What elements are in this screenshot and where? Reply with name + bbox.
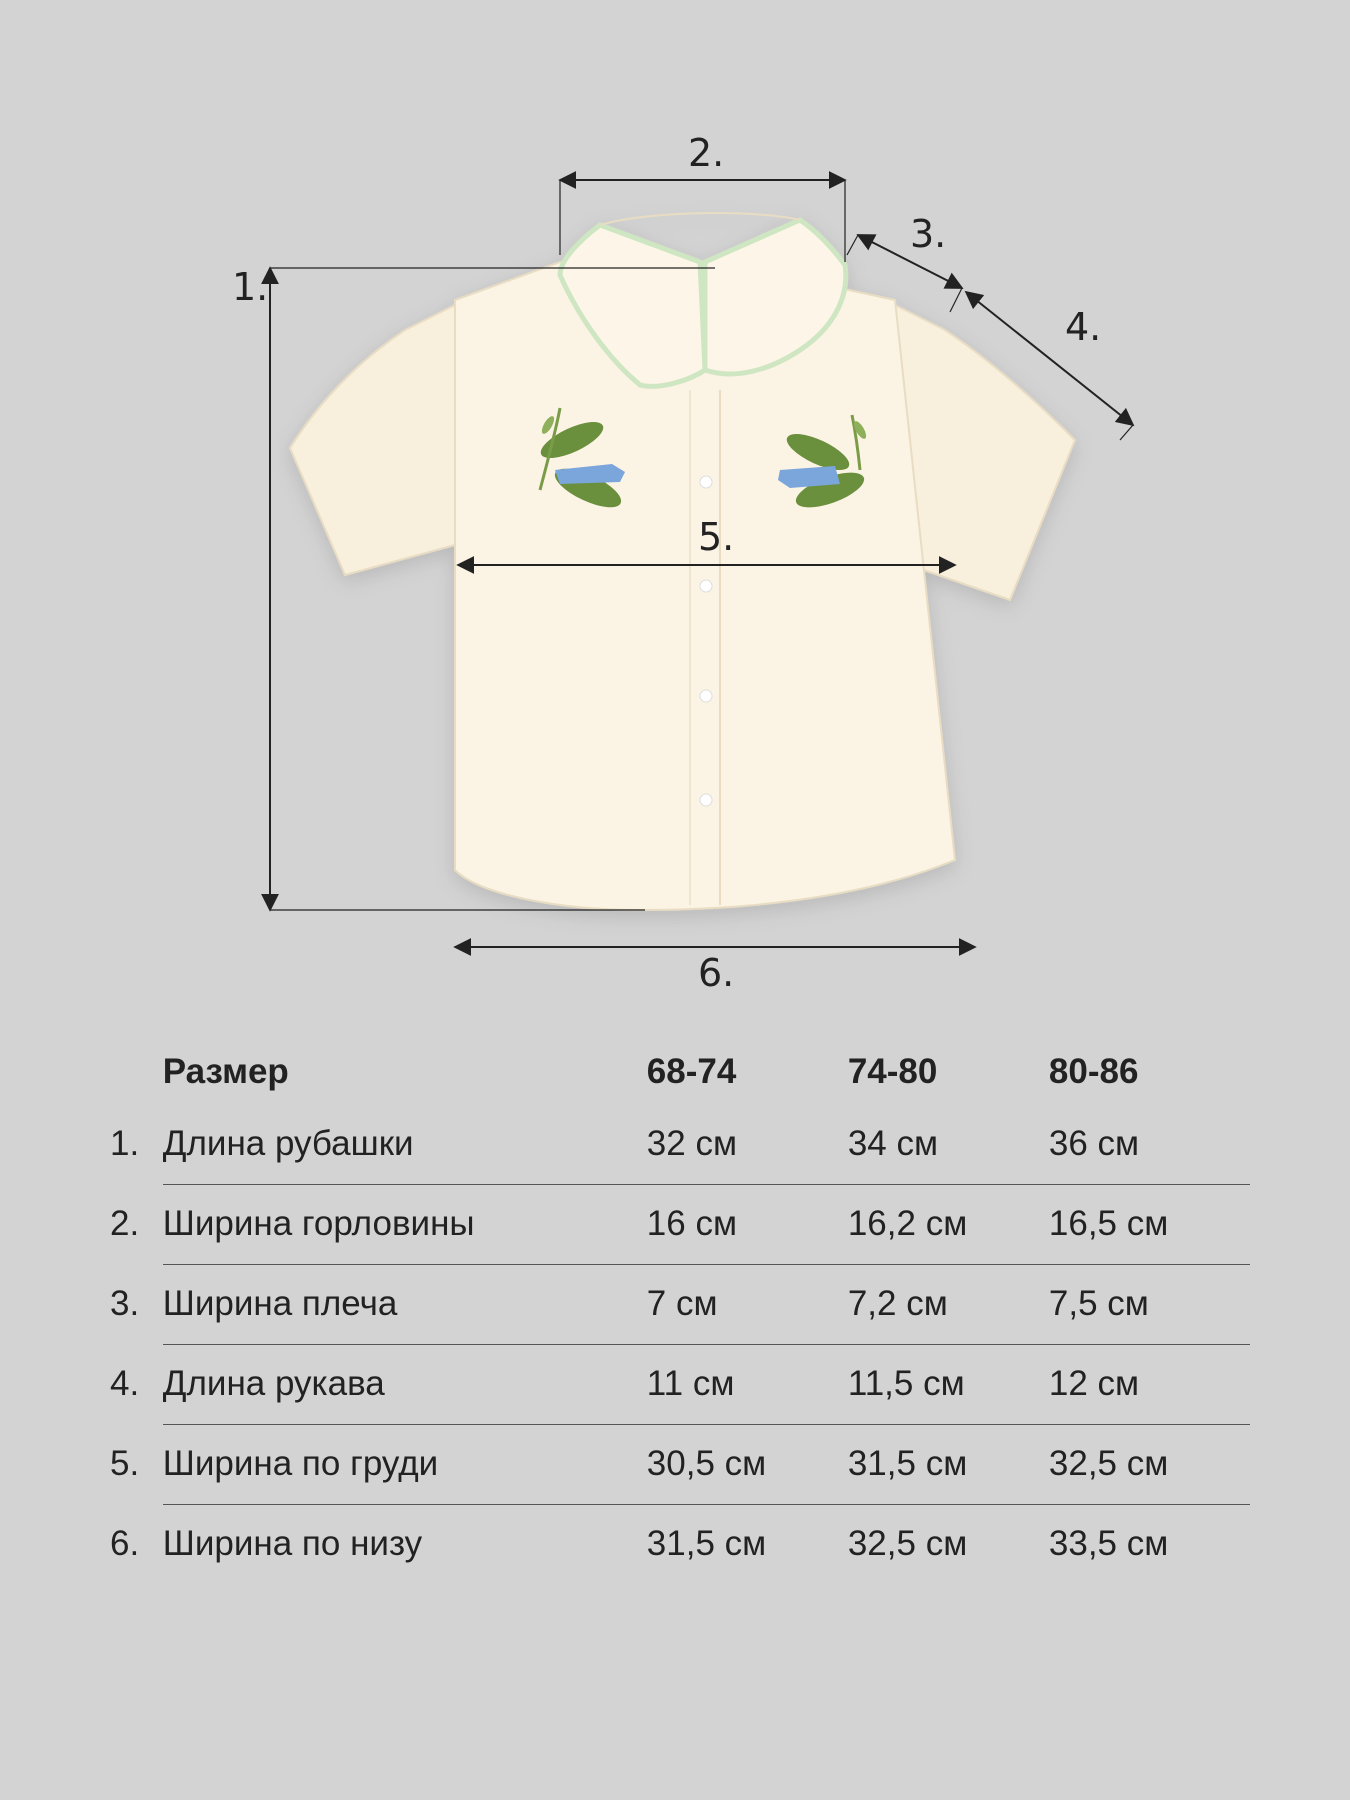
size-header-68-74: 68-74 — [646, 1052, 737, 1091]
row-number: 5. — [110, 1444, 140, 1483]
row-value: 31,5 см — [647, 1504, 848, 1584]
row-value: 31,5 см — [848, 1424, 1049, 1504]
left-sleeve — [290, 305, 455, 575]
row-name: Длина рубашки — [162, 1123, 414, 1163]
label-chest-width: 5. — [698, 515, 735, 559]
table-row — [110, 1104, 1250, 1184]
label-hem-width: 6. — [698, 951, 735, 995]
table-row — [110, 1424, 1250, 1504]
button — [700, 794, 712, 806]
row-value: 33,5 см — [1049, 1504, 1250, 1584]
button — [700, 476, 712, 488]
row-value: 11 см — [647, 1344, 848, 1424]
row-value: 16,5 см — [1049, 1184, 1250, 1264]
row-value: 32 см — [646, 1123, 738, 1163]
size-table — [110, 1040, 1250, 1584]
row-value: 16 см — [647, 1184, 848, 1264]
table-row — [110, 1264, 1250, 1344]
row-value: 7,5 см — [1049, 1264, 1250, 1344]
label-length: 1. — [232, 265, 269, 309]
table-row — [110, 1504, 1250, 1584]
label-neck-width: 2. — [688, 131, 725, 175]
row-number: 4. — [110, 1364, 140, 1403]
row-number: 3. — [110, 1284, 140, 1323]
row-value: 32,5 см — [1049, 1424, 1250, 1504]
table-row — [110, 1344, 1250, 1424]
row-value: 16,2 см — [848, 1184, 1049, 1264]
row-value: 32,5 см — [848, 1504, 1049, 1584]
row-value: 7 см — [647, 1264, 848, 1344]
row-name: Ширина плеча — [163, 1264, 647, 1344]
row-name: Длина рукава — [163, 1344, 647, 1424]
row-number: 2. — [110, 1204, 140, 1243]
size-header-80-86: 80-86 — [1048, 1052, 1139, 1091]
row-name: Ширина по низу — [163, 1504, 647, 1584]
row-value: 7,2 см — [848, 1264, 1049, 1344]
size-header-row — [110, 1040, 1250, 1104]
row-name: Ширина по груди — [163, 1424, 647, 1504]
row-value: 30,5 см — [647, 1424, 848, 1504]
row-value: 36 см — [1048, 1123, 1140, 1163]
row-value: 34 см — [847, 1123, 939, 1163]
shirt-illustration — [290, 213, 1075, 910]
row-value: 12 см — [1049, 1344, 1250, 1424]
label-sleeve-length: 4. — [1065, 305, 1102, 349]
label-shoulder-width: 3. — [910, 212, 947, 256]
size-header-74-80: 74-80 — [847, 1052, 938, 1091]
button — [700, 690, 712, 702]
row-value: 11,5 см — [848, 1344, 1049, 1424]
row-name: Ширина горловины — [163, 1184, 647, 1264]
row-number: 6. — [110, 1524, 140, 1563]
button — [700, 580, 712, 592]
size-header-title: Размер — [162, 1052, 289, 1091]
row-number: 1. — [110, 1124, 140, 1163]
table-row — [110, 1184, 1250, 1264]
